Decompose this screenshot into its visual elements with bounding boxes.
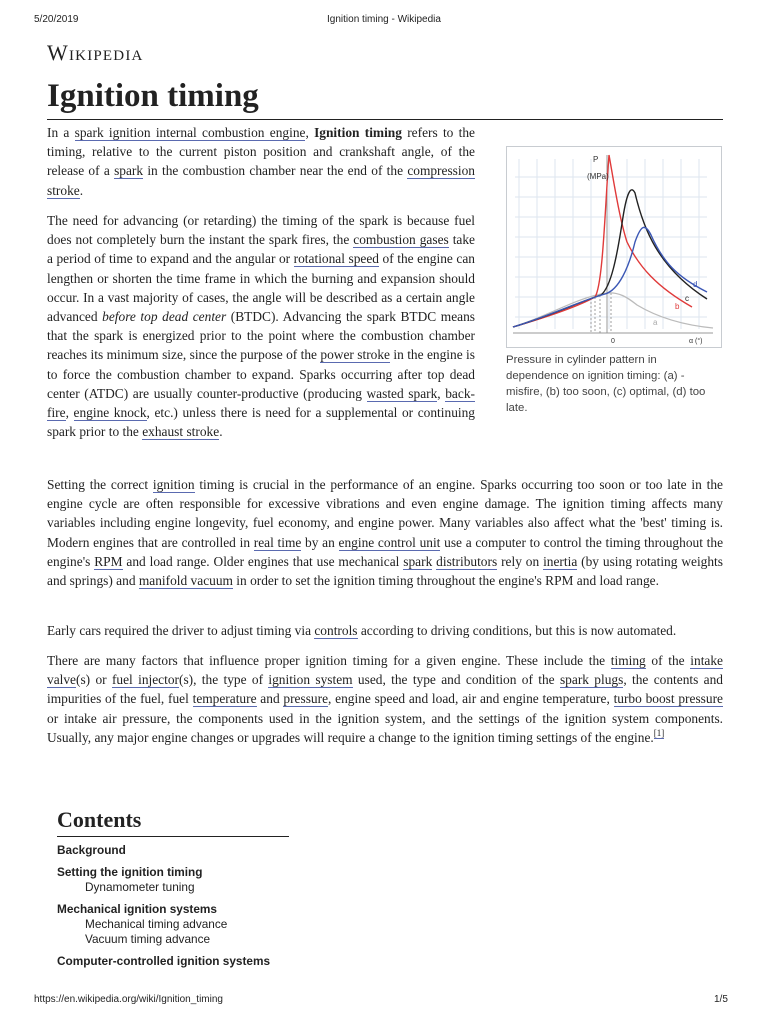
toc-item-mechanical[interactable]: Mechanical ignition systems [57, 902, 217, 916]
link-spark-plugs[interactable]: spark plugs [559, 672, 624, 688]
paragraph-factors: There are many factors that influence proper ignition timing for a given engine. These include the timing of the intake valve(s) or fuel injector(s), the type of ignition system used, the type and condition of the spark plugs, the contents and impurities of the fuel, fuel temperature and pressure, engine speed and load, air and engine temperature, turbo boost pressure or intake air pressure, the components used in the ignition system, and the settings of the ignition system components. Usually, any major engine changes or upgrades will require a change to the ignition timing settings of the engine.[1] [47, 653, 723, 745]
link-fuel-injector[interactable]: fuel injector [111, 672, 179, 688]
footer-page-number: 1/5 [714, 994, 728, 1005]
link-timing[interactable]: timing [610, 653, 646, 668]
x-zero-label: 0 [611, 338, 615, 345]
link-engine-control-unit[interactable]: engine control unit [338, 534, 441, 550]
print-title: Ignition timing - Wikipedia [327, 14, 441, 25]
paragraph-early-cars: Early cars required the driver to adjust timing via controls according to driving conditions, but this is now automated. [47, 623, 677, 638]
toc-item-background[interactable]: Background [57, 843, 126, 857]
link-spark-ignition-engine[interactable]: spark ignition internal combustion engine [74, 125, 306, 140]
paragraph-setting-timing: Setting the correct ignition timing is crucial in the performance of an engine. Sparks occurring too soon or too late in the engine cycle are often responsible for excessive vibrations and even engine damage. The ignition timing affects many variables including engine longevity, fuel economy, and engine power. Many variables also affect what the 'best' timing is. Modern engines that are controlled in real time by an engine control unit use a computer to control the timing throughout the engine's RPM and load range. Older engines that use mechanical spark distributors rely on inertia (by using rotating weights and springs) and manifold vacuum in order to set the ignition timing throughout the engine's RPM and load range. [47, 477, 724, 589]
link-real-time[interactable]: real time [253, 534, 302, 550]
title-divider [47, 119, 723, 120]
footer-url[interactable]: https://en.wikipedia.org/wiki/Ignition_timing [34, 994, 223, 1005]
link-spark-2[interactable]: spark [403, 553, 433, 569]
table-of-contents [57, 806, 297, 969]
paragraph-advance: The need for advancing (or retarding) the timing of the spark is because fuel does not completely burn the instant the spark fires, the combustion gases take a period of time to expand and the angular or rotational speed of the engine can lengthen or shorten the time frame in which the burning and expansion should occur. In a vast majority of cases, the angle will be described as a certain angle advanced before top dead center (BTDC). Advancing the spark BTDC means that the spark is energized prior to the point where the combustion chamber reaches its minimum size, since the purpose of the power stroke in the engine is to force the combustion chamber to expand. Sparks occurring after top dead center (ATDC) are usually counter-productive (producing wasted spark, back-fire, engine knock, etc.) unless there is need for a supplemental or continuing spark prior to the exhaust stroke. [47, 213, 476, 440]
link-ignition[interactable]: ignition [152, 477, 195, 492]
link-engine-knock[interactable]: engine knock [73, 405, 147, 421]
link-exhaust-stroke[interactable]: exhaust stroke [142, 424, 220, 440]
link-combustion-gases[interactable]: combustion gases [353, 232, 449, 248]
y-axis-unit: (MPa) [587, 172, 609, 181]
contents-heading: Contents [57, 807, 142, 832]
timing-markers [591, 293, 611, 333]
link-pressure[interactable]: pressure [283, 691, 329, 707]
link-spark[interactable]: spark [114, 163, 144, 179]
link-compression-stroke[interactable]: compression stroke [47, 163, 475, 198]
pressure-chart [506, 146, 722, 348]
toc-item-setting-timing[interactable]: Setting the ignition timing [57, 865, 203, 879]
link-distributors[interactable]: distributors [436, 553, 498, 569]
wikipedia-wordmark[interactable]: Wikipedia [47, 40, 144, 65]
link-rotational-speed[interactable]: rotational speed [293, 251, 380, 267]
curve-a-label: a [653, 318, 658, 327]
toc-subitem-mechanical-advance[interactable]: Mechanical timing advance [85, 917, 228, 931]
pressure-figure[interactable] [506, 146, 722, 348]
link-wasted-spark[interactable]: wasted spark [366, 385, 438, 401]
print-date: 5/20/2019 [34, 14, 79, 25]
link-intake-valve[interactable]: intake valve [47, 653, 723, 688]
link-manifold-vacuum[interactable]: manifold vacuum [138, 573, 233, 589]
page-title: Ignition timing [47, 78, 259, 114]
link-turbo-boost-pressure[interactable]: turbo boost pressure [613, 691, 723, 707]
link-power-stroke[interactable]: power stroke [320, 347, 390, 363]
link-rpm[interactable]: RPM [94, 553, 123, 569]
toc-subitem-dynamometer[interactable]: Dynamometer tuning [85, 880, 195, 894]
toc-item-computer-controlled[interactable]: Computer-controlled ignition systems [57, 954, 271, 968]
x-axis-label: α (°) [689, 338, 703, 345]
link-controls[interactable]: controls [314, 623, 358, 638]
link-temperature[interactable]: temperature [192, 691, 257, 707]
reference-1[interactable]: [1] [653, 728, 665, 739]
curve-b-label: b [675, 302, 680, 311]
y-axis-label: P [593, 155, 599, 164]
curve-a-misfire [513, 293, 713, 328]
curve-d-label: d [693, 280, 698, 289]
paragraph-intro: In a spark ignition internal combustion engine, Ignition timing refers to the timing, relative to the current piston position and crankshaft angle, of the release of a spark in the combustion chamber near the end of the compression stroke. [47, 125, 476, 198]
toc-subitem-vacuum-advance[interactable]: Vacuum timing advance [85, 932, 211, 946]
curve-c-label: c [685, 294, 689, 303]
link-ignition-system[interactable]: ignition system [268, 672, 353, 688]
link-back-fire[interactable]: back-fire [47, 385, 475, 421]
link-inertia[interactable]: inertia [543, 553, 578, 569]
figure-caption: Pressure in cylinder pattern in dependence on ignition timing: (a) - misfire, (b) too soon, (c) optimal, (d) too late. [506, 354, 706, 414]
